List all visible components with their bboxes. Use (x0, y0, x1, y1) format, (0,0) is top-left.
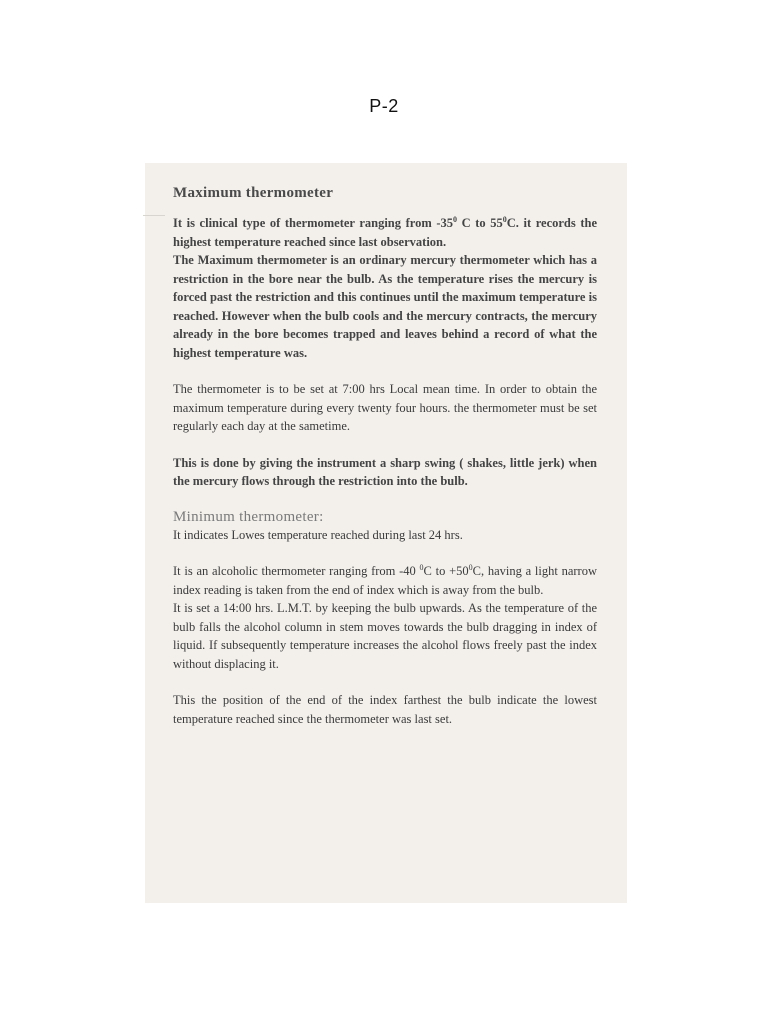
degree-sup: 0 (502, 214, 507, 224)
min-range-text-a: It is an alcoholic thermometer ranging from -40 (173, 564, 420, 578)
max-description-paragraph: The Maximum thermometer is an ordinary mercury thermometer which has a restriction in the bore near the bulb. As the temperature rises the mercury is forced past the restriction and this continues until the maximum temperature is reached. However when the bulb cools and the mercury contracts, the mercury already in the bore becomes trapped and leaves behind a record of what the highest temperature was. (173, 253, 597, 360)
scanned-page (145, 163, 627, 903)
min-setting-paragraph: It is set a 14:00 hrs. L.M.T. by keeping the bulb upwards. As the temperature of the bulb falls the alcohol column in stem moves towards the bulb dragging in index of liquid. If subsequently temperature increases the alcohol flows freely past the index without displacing it. (173, 601, 597, 671)
section-title-maximum: Maximum thermometer (173, 185, 334, 201)
max-setting-paragraph: The thermometer is to be set at 7:00 hrs Local mean time. In order to obtain the maximum temperature during every twenty four hours. the thermometer must be set regularly each day at the sametime. (173, 382, 597, 433)
page-number-label: P-2 (369, 96, 399, 116)
max-intro-text-b: C to 55 (457, 216, 503, 230)
section-title-minimum: Minimum thermometer: (173, 508, 324, 525)
max-intro-paragraph (173, 214, 597, 251)
degree-sup: 0 (468, 562, 473, 572)
min-range-text-b: C to +50 (423, 564, 469, 578)
max-reset-paragraph: This is done by giving the instrument a sharp swing ( shakes, little jerk) when the mercury flows through the restriction into the bulb. (173, 455, 597, 488)
max-intro-text-c: C. it records the highest temperature reached since last observation. (173, 216, 598, 249)
min-range-text-c: C, having a light narrow index reading is taken from the end of index which is away from the bulb. (173, 564, 597, 597)
min-reading-paragraph: This the position of the end of the index farthest the bulb indicate the lowest temperature reached since the thermometer was last set. (173, 693, 597, 726)
min-intro-paragraph: It indicates Lowes temperature reached during last 24 hrs. (173, 527, 463, 542)
max-intro-text-a: It is clinical type of thermometer ranging from -35 (173, 216, 453, 230)
scan-artifact (143, 215, 165, 220)
degree-sup: 0 (419, 562, 424, 572)
min-range-paragraph (173, 562, 597, 599)
degree-sup: 0 (453, 214, 457, 224)
